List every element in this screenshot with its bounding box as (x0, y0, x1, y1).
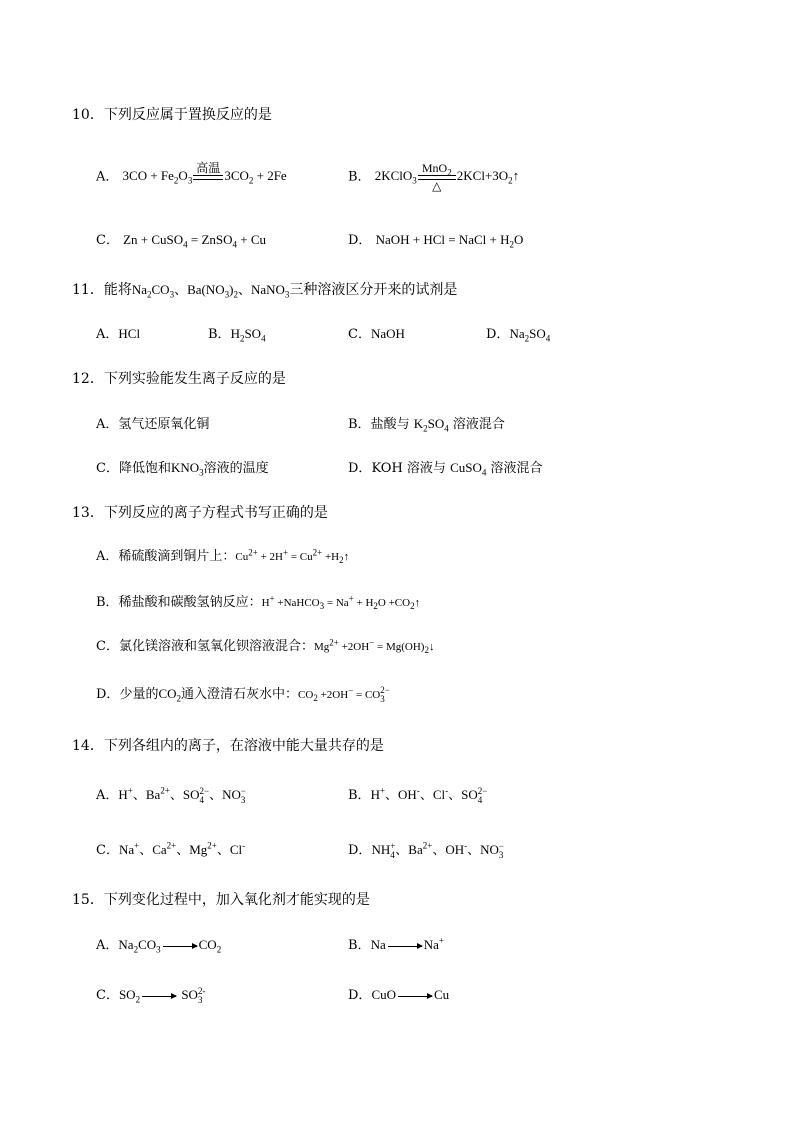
catalyst-label: MnO (421, 161, 448, 175)
question-15-option-a[interactable]: A．$Na_2CO_3$ $CO_2$ (96, 937, 222, 955)
question-10-option-c[interactable] (96, 229, 266, 248)
question-10-option-b[interactable] (348, 162, 519, 193)
ionic-equation: $Cu^{2+} + 2H^+ = Cu^{2+}$ $+H_2↑$ (235, 547, 350, 566)
question-13-option-d[interactable]: D．少量的$CO_2$通入澄清石灰水中：$CO_2 +2OH^-$ = CO 2− 3 (96, 685, 390, 705)
question-10-stem: 10．下列反应属于置换反应的是 (72, 107, 272, 123)
question-13-option-c[interactable]: C．氯化镁溶液和氢氧化钡溶液混合：$Mg^{2+} +2OH^-$ = $Mg(OH)_2↓$ (96, 637, 435, 656)
question-12-option-c[interactable]: C．降低饱和$KNO_3$溶液的温度 (96, 460, 269, 478)
equation: Zn + CuSO$_4$ = ZnSO$_4$ + Cu (123, 232, 267, 250)
formula-list: $Na_2CO_3$、$Ba(NO_3)_2$、NaNO$_3$ (131, 282, 290, 300)
equation: 2KClO$_3$ MnO$_2$ △ $2KCl+3O_2↑$ (374, 161, 520, 193)
condition-label: 高温 (196, 161, 221, 175)
option-letter: C． (96, 233, 119, 248)
question-15-option-b[interactable]: B．Na Na+ (348, 935, 444, 953)
arrow-icon (388, 946, 422, 947)
ionic-equation: $CO_2 +2OH^-$ = CO 2− 3 (298, 685, 390, 705)
question-13-option-a[interactable]: A．稀硫酸滴到铜片上：$Cu^{2+} + 2H^+ = Cu^{2+}$ $+H_2↑$ (96, 547, 350, 566)
equation: NaOH + HCl = NaCl + $H_2O$ (375, 232, 524, 250)
arrow-icon (398, 996, 432, 997)
ionic-equation: $Mg^{2+} +2OH^-$ = $Mg(OH)_2↓$ (313, 637, 435, 656)
question-14-option-c[interactable]: C．Na+、$Ca^{2+}$、$Mg^{2+}$、Cl- (96, 840, 246, 858)
question-15-option-d[interactable]: D．CuO Cu (348, 987, 450, 1003)
question-12-stem: 12．下列实验能发生离子反应的是 (72, 371, 286, 387)
question-11-option-d[interactable]: D．$Na_2SO_4$ (486, 326, 551, 344)
question-12-option-d[interactable]: D．KOH 溶液与 CuSO$_4$ 溶液混合 (348, 460, 543, 478)
question-11-option-a[interactable]: A．HCl (96, 326, 141, 342)
arrow-icon (142, 996, 176, 997)
question-15-option-c[interactable]: C．$SO_2$ SO 2- 3 (96, 986, 206, 1006)
question-14-option-d[interactable]: D．NH + 4 、$Ba^{2+}$、OH-、NO − 3 (348, 840, 504, 861)
question-13-stem: 13．下列反应的离子方程式书写正确的是 (72, 505, 328, 521)
question-10-option-a[interactable] (96, 162, 287, 193)
question-12-option-b[interactable]: B．盐酸与 $K_2SO_4$ 溶液混合 (348, 416, 505, 434)
question-10-option-d[interactable] (348, 229, 523, 248)
option-letter: B． (348, 169, 371, 185)
equation: $3CO + Fe_2O_3$ 高温 $3CO_2 + 2Fe$ (122, 161, 287, 187)
question-15-stem: 15．下列变化过程中，加入氧化剂才能实现的是 (72, 892, 370, 908)
question-14-stem: 14．下列各组内的离子，在溶液中能大量共存的是 (72, 738, 384, 754)
question-11-stem: 11．能将$Na_2CO_3$、$Ba(NO_3)_2$、NaNO$_3$三种溶液区分开来的试剂是 (72, 282, 458, 300)
question-14-option-a[interactable]: A．H+、$Ba^{2+}$、SO 2− 4 、NO − 3 (96, 785, 246, 806)
question-14-option-b[interactable]: B．H+、OH-、Cl-、SO 2− 4 (348, 785, 488, 806)
option-letter: A． (96, 169, 119, 185)
question-11-option-c[interactable]: C．NaOH (348, 326, 405, 342)
heat-symbol: △ (432, 179, 442, 193)
question-12-option-a[interactable]: A．氢气还原氧化铜 (96, 417, 210, 432)
question-11-option-b[interactable]: B．$H_2SO_4$ (208, 326, 266, 344)
arrow-icon (163, 946, 197, 947)
ionic-equation: H+ +NaHCO$_3$ = $Na^+ + H_2O$ $+CO_2↑$ (261, 593, 421, 612)
option-letter: D． (348, 233, 372, 248)
question-13-option-b[interactable]: B．稀盐酸和碳酸氢钠反应：H+ +NaHCO$_3$ = $Na^+ + H_2O$ $+CO_2↑$ (96, 593, 421, 612)
